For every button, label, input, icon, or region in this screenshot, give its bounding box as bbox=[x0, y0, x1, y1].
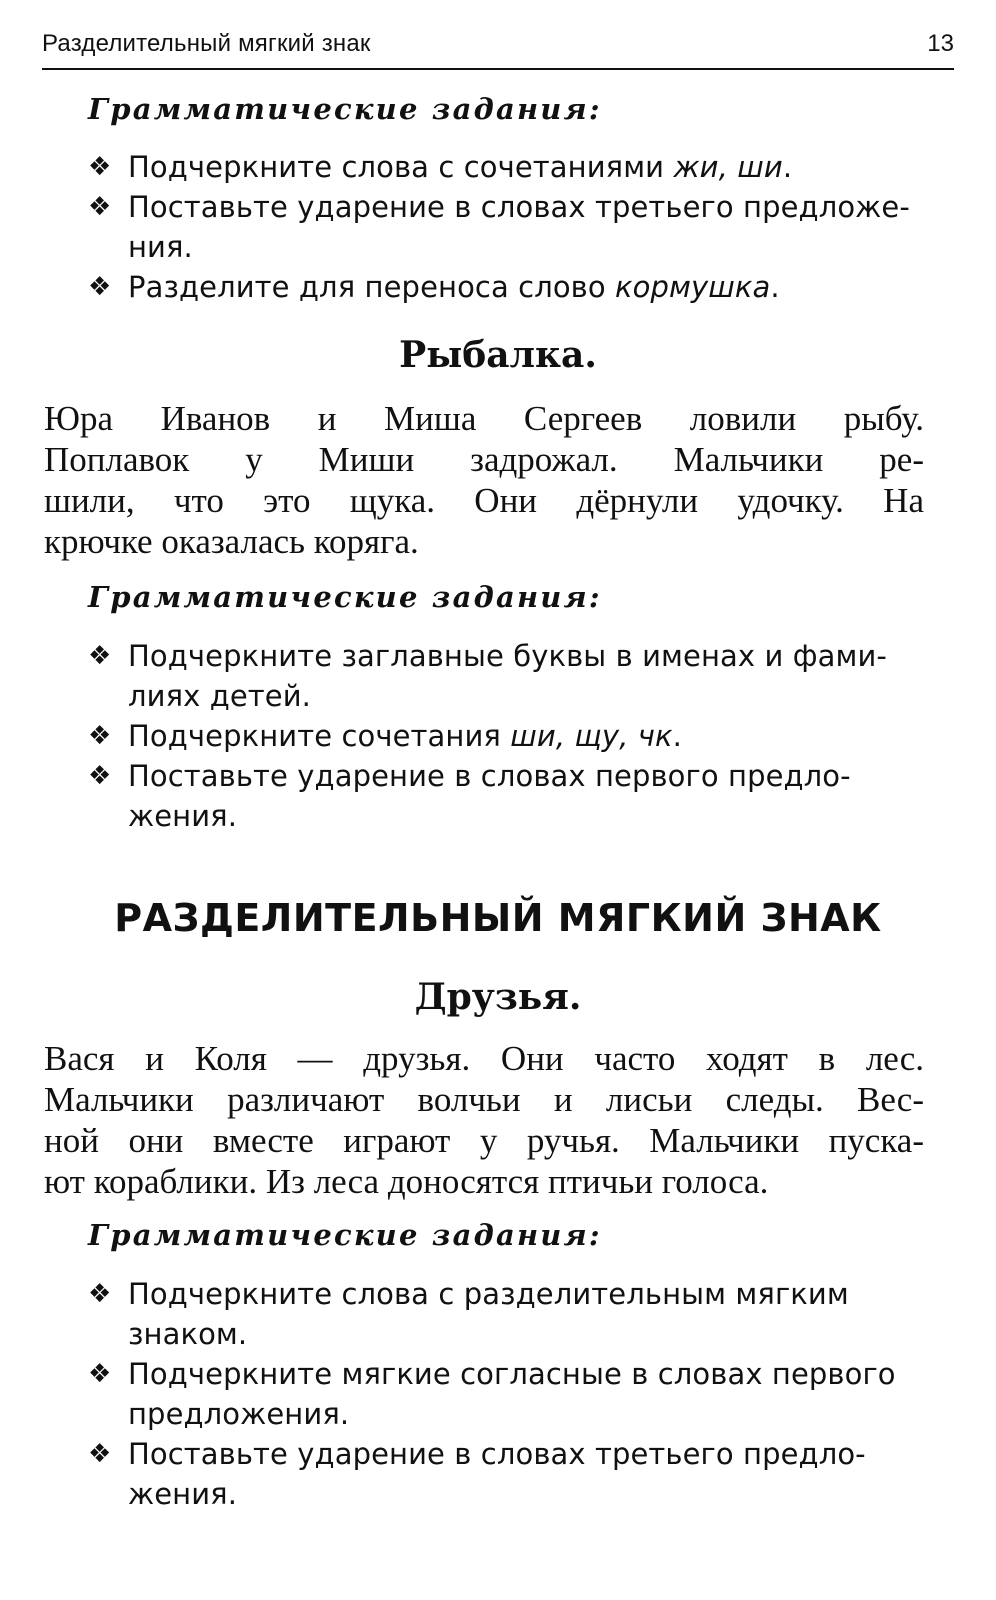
story-text-2 bbox=[44, 1038, 924, 1202]
task-emphasis: ши, щу, чк bbox=[510, 719, 673, 753]
task-list-2 bbox=[88, 636, 958, 836]
task-text-cont: жения. bbox=[128, 799, 238, 833]
bullet-icon: ❖ bbox=[88, 641, 112, 671]
task-punct: . bbox=[672, 719, 682, 753]
story-line: Мальчики различают волчьи и лисьи следы. Вес- bbox=[44, 1080, 924, 1119]
story-line: шили, что это щука. Они дёрнули удочку. На bbox=[44, 481, 924, 520]
task-text-cont: предложения. bbox=[128, 1397, 350, 1431]
story-line: Поплавок у Миши задрожал. Мальчики ре- bbox=[44, 440, 924, 479]
task-item bbox=[88, 187, 958, 267]
bullet-icon: ❖ bbox=[88, 1439, 112, 1469]
tasks-heading-2: Грамматические задания: bbox=[88, 580, 602, 614]
task-text-cont: лиях детей. bbox=[128, 679, 312, 713]
task-punct: . bbox=[782, 150, 793, 184]
task-item bbox=[88, 1354, 958, 1434]
section-heading: РАЗДЕЛИТЕЛЬНЫЙ МЯГКИЙ ЗНАК bbox=[114, 896, 882, 940]
task-text: Разделите для переноса слово bbox=[128, 270, 616, 304]
story-line: Юра Иванов и Миша Сергеев ловили рыбу. bbox=[44, 399, 924, 438]
running-header bbox=[42, 30, 954, 70]
tasks-heading-1: Грамматические задания: bbox=[88, 92, 602, 126]
bullet-icon: ❖ bbox=[88, 761, 112, 791]
task-item bbox=[88, 267, 958, 307]
bullet-icon: ❖ bbox=[88, 272, 112, 302]
story-line: ной они вместе играют у ручья. Мальчики пуска- bbox=[44, 1121, 924, 1160]
task-text: Подчеркните заглавные буквы в именах и фами- bbox=[128, 639, 887, 673]
task-item bbox=[88, 147, 958, 187]
task-item bbox=[88, 1274, 958, 1354]
task-text-cont: жения. bbox=[128, 1477, 238, 1511]
story-line: Вася и Коля — друзья. Они часто ходят в лес. bbox=[44, 1039, 924, 1078]
task-emphasis: кормушка bbox=[615, 270, 771, 304]
story-title-1: Рыбалка. bbox=[399, 334, 597, 376]
running-title: Разделительный мягкий знак bbox=[42, 30, 371, 57]
bullet-icon: ❖ bbox=[88, 1279, 112, 1309]
task-text: Поставьте ударение в словах третьего предложе- bbox=[128, 190, 910, 224]
task-emphasis: жи, ши bbox=[673, 150, 783, 184]
task-item bbox=[88, 756, 958, 836]
task-text: Подчеркните слова с разделительным мягким bbox=[128, 1277, 849, 1311]
task-item bbox=[88, 716, 958, 756]
story-line: крючке оказалась коряга. bbox=[44, 522, 419, 561]
task-item bbox=[88, 1434, 958, 1514]
task-text: Подчеркните слова с сочетаниями bbox=[128, 150, 674, 184]
bullet-icon: ❖ bbox=[88, 192, 112, 222]
task-item bbox=[88, 636, 958, 716]
tasks-heading-3: Грамматические задания: bbox=[88, 1218, 602, 1252]
task-text: Подчеркните сочетания bbox=[128, 719, 511, 753]
page-number: 13 bbox=[927, 30, 954, 57]
task-punct: . bbox=[770, 270, 780, 304]
task-text: Поставьте ударение в словах третьего предло- bbox=[128, 1437, 866, 1471]
story-text-1 bbox=[44, 398, 924, 562]
task-text: Подчеркните мягкие согласные в словах первого bbox=[128, 1357, 896, 1391]
story-title-2: Друзья. bbox=[414, 976, 582, 1018]
task-list-3 bbox=[88, 1274, 958, 1514]
task-list-1 bbox=[88, 147, 958, 307]
task-text-cont: ния. bbox=[128, 230, 193, 264]
task-text: Поставьте ударение в словах первого предло- bbox=[128, 759, 851, 793]
story-line: ют кораблики. Из леса доносятся птичьи голоса. bbox=[44, 1162, 769, 1201]
bullet-icon: ❖ bbox=[88, 152, 112, 182]
bullet-icon: ❖ bbox=[88, 721, 112, 751]
bullet-icon: ❖ bbox=[88, 1359, 112, 1389]
task-text-cont: знаком. bbox=[128, 1317, 248, 1351]
